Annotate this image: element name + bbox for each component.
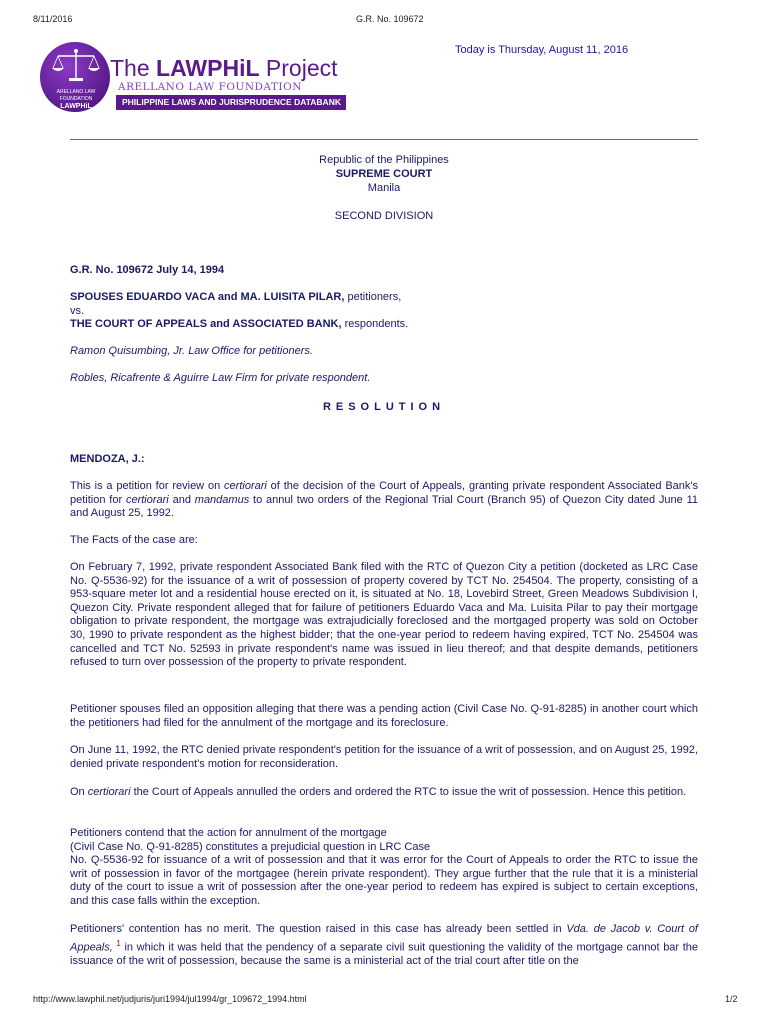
respondents-name: THE COURT OF APPEALS and ASSOCIATED BANK, bbox=[70, 318, 342, 330]
scales-of-justice-icon bbox=[48, 48, 104, 84]
p1-certiorari-2: certiorari bbox=[125, 493, 169, 506]
p6-text-a: On bbox=[70, 786, 88, 798]
resolution-title: RESOLUTION bbox=[322, 401, 446, 413]
logo-title-brand: LAWPHiL bbox=[156, 55, 260, 81]
logo-seal-text-top: ARELLANO LAW FOUNDATION bbox=[56, 89, 96, 102]
p1-certiorari: certiorari bbox=[224, 480, 267, 492]
p7-rest: No. Q-5536-92 for issuance of a writ of possession and that it was error for the Court of Appeals to order the RTC to issue the writ of possession in favor of the mortgagee (herein private respondent). They argue further that the rule that it is a ministerial duty of the court to issue a writ of possession after the one-year period to redeem has expired is subject to certain exceptions, and this case falls within the exception. bbox=[70, 854, 698, 907]
logo-title-prefix: The bbox=[110, 55, 157, 81]
division-label: SECOND DIVISION bbox=[334, 210, 434, 222]
ponente: MENDOZA, J.: bbox=[70, 453, 145, 465]
footnote-link[interactable]: 1 bbox=[116, 938, 121, 948]
p1-text-g: to annul two orders of the Regional Trial Court (Branch 95) of Quezon City dated June 11 and August 25, 1992. bbox=[70, 493, 699, 520]
court-name: SUPREME COURT bbox=[335, 168, 433, 180]
p8-text-c: in which it was held that the pendency of a separate civil suit questioning the validity of the mortgage cannot bar the issuance of the writ of possession, because the same is a ministerial act of the trial court after title on the bbox=[70, 941, 698, 967]
counsel-petitioners: Ramon Quisumbing, Jr. Law Office for petitioners. bbox=[70, 345, 313, 357]
logo-title bbox=[110, 55, 338, 82]
respondents-role: respondents. bbox=[341, 318, 409, 330]
p1-text-c: of the decision of the Court of Appeals, granting private respondent Associated Bank's petition for bbox=[70, 480, 698, 506]
paragraph-8 bbox=[70, 923, 698, 968]
logo-seal-text-bottom: LAWPHiL bbox=[60, 103, 92, 110]
p7-line-1: Petitioners contend that the action for annulment of the mortgage bbox=[70, 827, 387, 839]
print-url: http://www.lawphil.net/judjuris/juri1994/jul1994/gr_109672_1994.html bbox=[33, 994, 307, 1004]
paragraph-7 bbox=[70, 827, 698, 909]
paragraph-1 bbox=[70, 480, 698, 521]
petitioners-line bbox=[70, 291, 700, 305]
header-divider bbox=[70, 139, 698, 140]
today-date: Today is Thursday, August 11, 2016 bbox=[455, 44, 629, 56]
paragraph-3: On February 7, 1992, private respondent Associated Bank filed with the RTC of Quezon City a petition (docketed as LRC Case No. Q-5536-92) for the issuance of a writ of possession of property covered by TCT No. 254504. The property, consisting of a 953-square meter lot and a residential house erected on it, is situated at No. 18, Lovebird Street, Green Meadows Subdivision I, Quezon City. Private respondent alleged that for failure of petitioners Eduardo Vaca and Ma. Luisita Pilar to pay their mortgage obligation to private respondent, the mortgage was extrajudicially foreclosed and the mortgaged property was sold on October 30, 1990 to private respondent as the highest bidder; that the one-year period to redeem having expired, TCT No. 254504 was cancelled and TCT No. 52593 in private respondent's name was issued in lieu thereof; and that despite demands, petitioners refused to turn over possession of the property to private respondent. bbox=[70, 561, 698, 669]
respondents-line bbox=[70, 318, 700, 332]
counsel-respondent: Robles, Ricafrente & Aguirre Law Firm for private respondent. bbox=[70, 372, 371, 384]
paragraph-5: On June 11, 1992, the RTC denied private respondent's petition for the issuance of a writ of possession, and on August 25, 1992, denied private respondent's motion for reconsideration. bbox=[70, 744, 698, 770]
p7-line-2: (Civil Case No. Q-91-8285) constitutes a prejudicial question in LRC Case bbox=[70, 840, 431, 853]
case-number: G.R. No. 109672 July 14, 1994 bbox=[70, 264, 225, 276]
republic-label: Republic of the Philippines bbox=[319, 154, 449, 166]
print-page-number: 1/2 bbox=[725, 994, 738, 1004]
lawphil-logo[interactable] bbox=[38, 42, 348, 114]
print-title: G.R. No. 109672 bbox=[356, 14, 424, 24]
paragraph-6 bbox=[70, 786, 698, 800]
logo-seal bbox=[40, 42, 110, 112]
p6-certiorari: certiorari bbox=[87, 786, 131, 798]
paragraph-2: The Facts of the case are: bbox=[70, 534, 198, 546]
p1-text-e: and bbox=[168, 493, 195, 506]
versus: vs. bbox=[70, 305, 85, 317]
petitioners-role: petitioners, bbox=[344, 291, 402, 303]
logo-foundation: ARELLANO LAW FOUNDATION bbox=[118, 81, 302, 93]
print-date: 8/11/2016 bbox=[33, 14, 73, 24]
court-city: Manila bbox=[367, 182, 401, 194]
p1-mandamus: mandamus bbox=[194, 493, 250, 506]
p1-text-a: This is a petition for review on bbox=[70, 480, 225, 492]
logo-title-suffix: Project bbox=[259, 55, 338, 81]
p8-case-citation: Vda. de Jacob v. Court of Appeals, bbox=[70, 923, 698, 954]
petitioners-name: SPOUSES EDUARDO VACA and MA. LUISITA PILAR, bbox=[70, 291, 345, 303]
p6-text-c: the Court of Appeals annulled the orders and ordered the RTC to issue the writ of possession. Hence this petition. bbox=[130, 786, 687, 798]
p8-text-a: Petitioners' contention has no merit. The question raised in this case has already been settled in bbox=[70, 923, 567, 935]
paragraph-4: Petitioner spouses filed an opposition alleging that there was a pending action (Civil Case No. Q-91-8285) in another court which the petitioners had filed for the annulment of the mortgage and its foreclosure. bbox=[70, 703, 698, 729]
logo-tagline: PHILIPPINE LAWS AND JURISPRUDENCE DATABANK bbox=[116, 95, 346, 110]
